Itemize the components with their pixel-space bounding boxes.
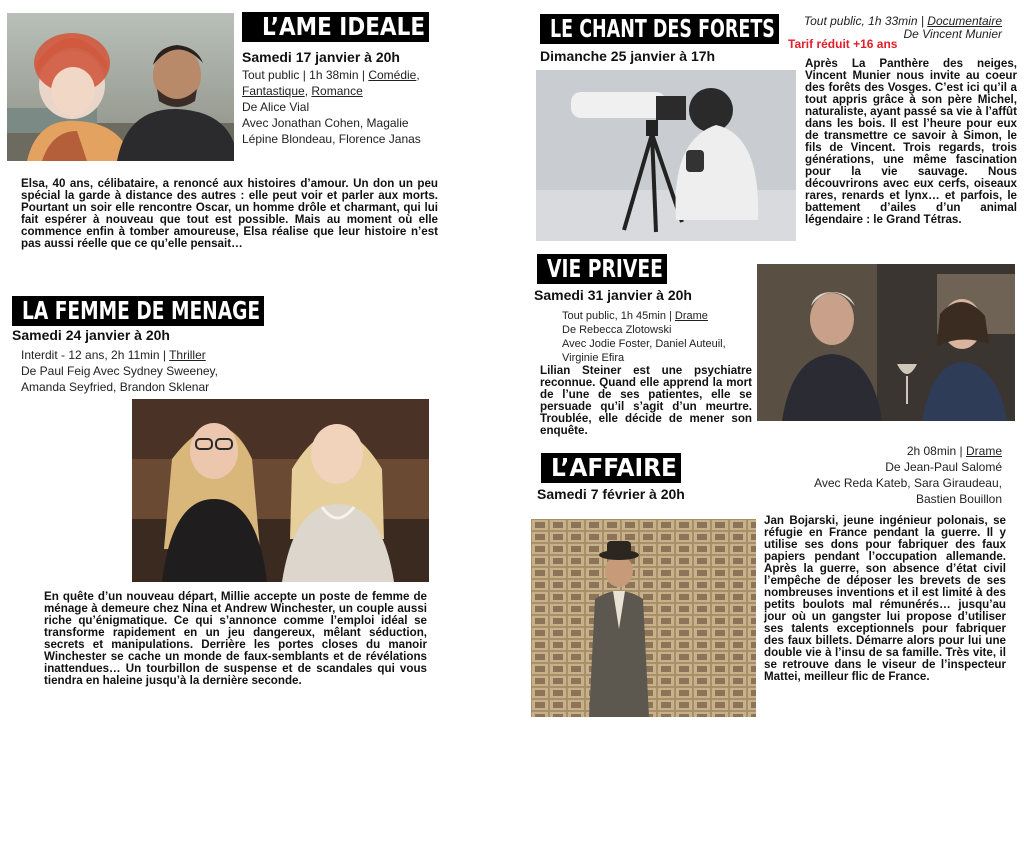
ame-title-banner: [242, 12, 429, 42]
ame-cast-line1: Avec Jonathan Cohen, Magalie: [242, 116, 409, 130]
affaire-date: Samedi 7 février à 20h: [537, 486, 685, 502]
ame-synopsis: Elsa, 40 ans, célibataire, a renoncé aux histoires d’amour. Un don un peu spécial la garde à distance des autres : elle peut voir et parler aux morts. Pourtant un soir elle rencontre Oscar, un homme drôle et charmant, qui lui fait espérer à nouveau que tout est possible. Mais au moment où elle commence enfin à tomber amoureuse, Elsa réalise que leur histoire n’est pas aussi réelle que ce qu’elle pensait…: [21, 177, 438, 250]
privee-photo: [757, 264, 1015, 421]
forets-photo: [536, 70, 796, 241]
forets-genre-documentaire-link[interactable]: Documentaire: [927, 14, 1002, 28]
affaire-cast-line1: Avec Reda Kateb, Sara Giraudeau,: [814, 476, 1002, 490]
affaire-genre-drame-link[interactable]: Drame: [965, 444, 1002, 458]
menage-credits-line2: Amanda Seyfried, Brandon Sklenar: [21, 380, 210, 394]
forets-title: LE CHANT DES FORETS: [550, 14, 775, 43]
menage-genre-thriller-link[interactable]: Thriller: [169, 348, 206, 362]
menage-meta-prefix: Interdit - 12 ans, 2h 11min |: [21, 348, 170, 362]
ame-photo: [7, 13, 234, 161]
ame-meta-line2: Fantastique, Romance: [242, 84, 363, 98]
menage-meta: [21, 347, 281, 395]
menage-title-banner: [12, 296, 264, 326]
menage-credits-line1: De Paul Feig Avec Sydney Sweeney,: [21, 364, 219, 378]
privee-title-banner: [537, 254, 667, 284]
affaire-title-banner: [541, 453, 681, 483]
ame-date: Samedi 17 janvier à 20h: [242, 49, 400, 65]
menage-meta-line1: [21, 347, 281, 363]
forets-director: De Vincent Munier: [903, 27, 1002, 41]
affaire-title: L’AFFAIRE: [551, 453, 677, 482]
forets-price-note: Tarif réduit +16 ans: [788, 37, 898, 51]
privee-synopsis: Lilian Steiner est une psychiatre reconnue. Quand elle apprend la mort de l’une de ses patientes, elle se persuade qu’il s’agit d’un meurtre. Troublée, elle décide de mener son enquête.: [540, 364, 752, 437]
ame-meta-prefix: Tout public | 1h 38min |: [242, 68, 369, 82]
affaire-meta-prefix: 2h 08min |: [906, 444, 966, 458]
affaire-cast-line2: Bastien Bouillon: [915, 492, 1002, 506]
privee-meta: [562, 309, 753, 365]
affaire-meta-line1: [780, 443, 1002, 459]
forets-synopsis: Après La Panthère des neiges, Vincent Munier nous invite au coeur des forêts des Vosges. C’est ici qu’il a tout appris grâce à son père Michel, naturaliste, ayant passé sa vie à l’affût dans les bois. Il est l’heure pour eux de transmettre ce savoir à Simon, le fils de Vincent. Trois regards, trois générations, une même fascination pour la vie sauvage. Nous découvrirons avec eux cerfs, oiseaux rares, renards et lynx… et parfois, le battement d’ailes d’un animal légendaire : le Grand Tétras.: [805, 57, 1017, 226]
privee-genre-drame-link[interactable]: Drame: [674, 310, 708, 322]
ame-director: De Alice Vial: [242, 100, 310, 114]
menage-synopsis: En quête d’un nouveau départ, Millie accepte un poste de femme de ménage à demeure chez Nina et Andrew Winchester, un couple aussi riche qu’énigmatique. Ce qui s’annonce comme l’emploi idéal se transforme rapidement en un jeu dangereux, mêlant séduction, secrets et manipulations. Derrière les portes closes du manoir Winchester se cache un monde de faux-semblants et de révélations inattendues… Un tourbillon de suspense et de scandales qui vous tiendra en haleine jusqu’à la dernière seconde.: [44, 590, 427, 687]
ame-meta: [242, 67, 442, 147]
affaire-synopsis: Jan Bojarski, jeune ingénieur polonais, se réfugie en France pendant la guerre. Il y utilise ses dons pour fabriquer des faux papiers pendant l’occupation allemande. Après la guerre, son absence d’état civil l’empêche de déposer les brevets de ses nombreuses inventions et il est limité à des petits boulots mal rémunérés… jusqu’au jour où un gangster lui propose d’utiliser ses talents exceptionnels pour fabriquer des faux billets. Démarre alors pour lui une double vie à l’insu de sa famille. Très vite, il se retrouve dans le viseur de l’inspecteur Mattei, meilleur flic de France.: [764, 514, 1006, 683]
ame-cast-line2: Lépine Blondeau, Florence Janas: [242, 132, 421, 146]
forets-date: Dimanche 25 janvier à 17h: [540, 48, 716, 64]
privee-meta-prefix: Tout public, 1h 45min |: [562, 310, 675, 322]
menage-title: LA FEMME DE MENAGE: [22, 296, 261, 325]
privee-director: De Rebecca Zlotowski: [562, 324, 672, 336]
ame-meta-line1: Tout public | 1h 38min | Comédie,: [242, 68, 420, 82]
privee-cast-line2: Virginie Efira: [562, 352, 625, 364]
ame-genre-comedie-link[interactable]: Comédie: [368, 68, 417, 82]
privee-date: Samedi 31 janvier à 20h: [534, 287, 692, 303]
ame-title: L’AME IDEALE: [262, 12, 426, 41]
ame-genre-fantastique-link[interactable]: Fantastique: [242, 84, 305, 98]
affaire-photo: [531, 519, 756, 717]
privee-cast-line1: Avec Jodie Foster, Daniel Auteuil,: [562, 338, 726, 350]
affaire-meta: [780, 443, 1002, 507]
menage-photo: [132, 399, 429, 582]
ame-genre-romance-link[interactable]: Romance: [311, 84, 363, 98]
forets-title-banner: [540, 14, 779, 44]
menage-date: Samedi 24 janvier à 20h: [12, 327, 170, 343]
privee-title: VIE PRIVEE: [547, 254, 663, 283]
affaire-director: De Jean-Paul Salomé: [885, 460, 1002, 474]
privee-meta-line1: [562, 309, 753, 323]
forets-meta-prefix: Tout public, 1h 33min |: [803, 14, 928, 28]
